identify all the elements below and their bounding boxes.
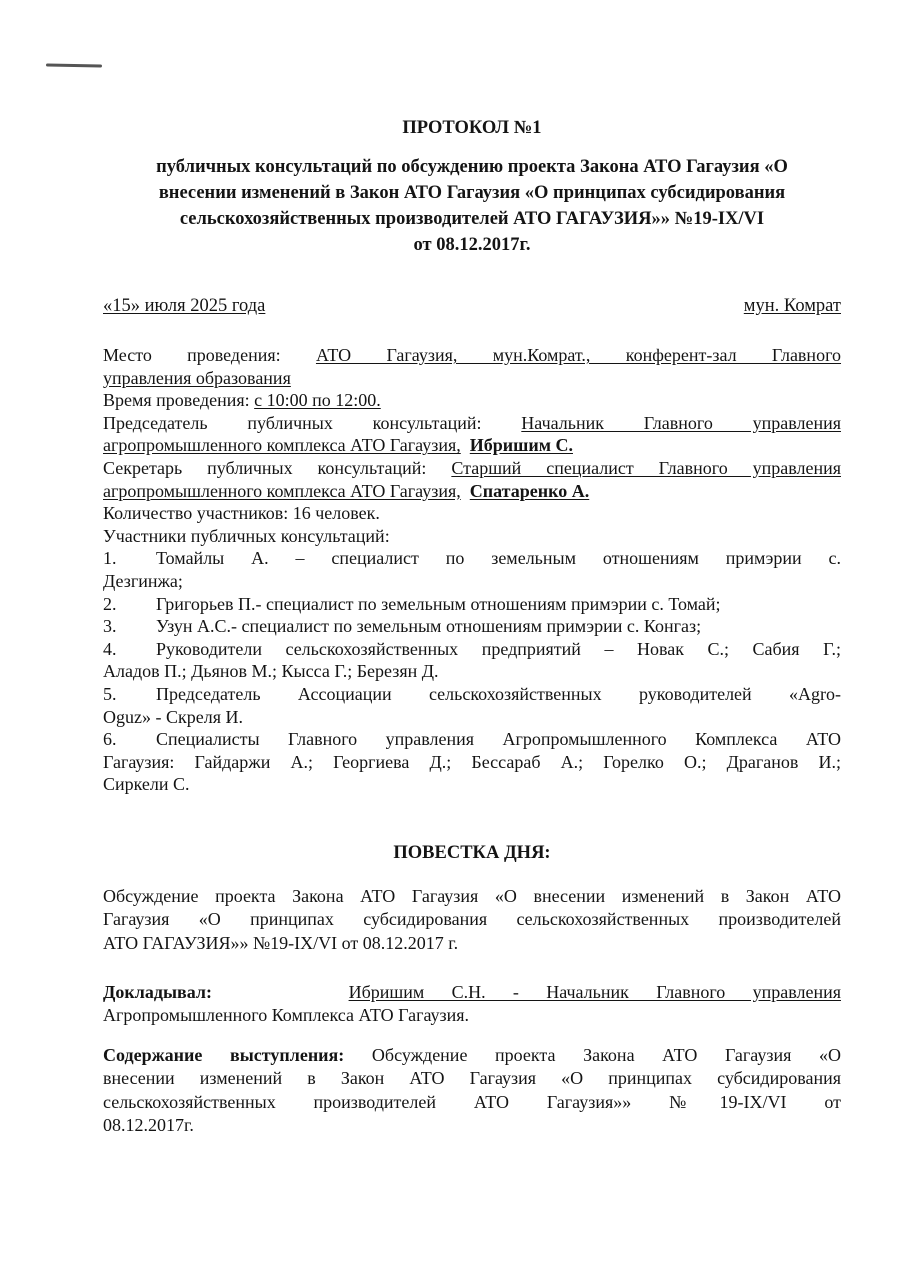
secretary-name: Спатаренко А. bbox=[469, 480, 590, 501]
venue-line bbox=[103, 344, 841, 367]
agenda-line: Гагаузия «О принципах субсидирования сельскохозяйственных производителей bbox=[103, 909, 841, 930]
list-item: 3. Узун А.С.- специалист по земельным отношениям примэрии с. Конгаз; bbox=[103, 616, 702, 637]
chair-line bbox=[103, 412, 841, 435]
subtitle-line: публичных консультаций по обсуждению проекта Закона АТО Гагаузия «О bbox=[156, 157, 788, 177]
list-item-cont: Гагаузия: Гайдаржи А.; Георгиева Д.; Бессараб А.; Горелко О.; Драганов И.; bbox=[103, 751, 841, 772]
speaker-value-cont: Агропромышленного Комплекса АТО Гагаузия. bbox=[103, 1005, 470, 1026]
list-item: 4. Руководители сельскохозяйственных предприятий – Новак С.; Сабия Г.; bbox=[103, 638, 841, 659]
meeting-date: «15» июля 2025 года bbox=[103, 296, 266, 316]
list-item-cont: Oguz» - Скреля И. bbox=[103, 706, 243, 727]
speaker-label: Докладывал: bbox=[103, 982, 212, 1002]
meeting-details bbox=[103, 344, 841, 796]
time-label: Время проведения: bbox=[103, 390, 250, 411]
speaker-value: Ибришим С.Н. - Начальник Главного управления bbox=[348, 982, 841, 1002]
speech-content-block bbox=[103, 1044, 841, 1137]
chair-value: Начальник Главного управления bbox=[521, 412, 841, 433]
list-item: 6. Специалисты Главного управления Агропромышленного Комплекса АТО bbox=[103, 729, 841, 750]
participants-label: Участники публичных консультаций: bbox=[103, 525, 390, 546]
list-item-cont: Сиркели С. bbox=[103, 774, 190, 795]
participants-count: Количество участников: 16 человек. bbox=[103, 503, 380, 524]
speaker-line-2 bbox=[103, 1004, 841, 1027]
secretary-line-2 bbox=[103, 480, 841, 503]
time-line bbox=[103, 389, 841, 412]
agenda-line: АТО ГАГАУЗИЯ»» №19-IX/VI от 08.12.2017 г. bbox=[103, 932, 459, 953]
document-subtitle bbox=[103, 154, 841, 258]
venue-line-2 bbox=[103, 367, 841, 390]
content-line: 08.12.2017г. bbox=[103, 1114, 194, 1135]
list-item: 1. Томайлы А. – специалист по земельным отношениям примэрии с. bbox=[103, 548, 841, 569]
secretary-value-cont: агропромышленного комплекса АТО Гагаузия, bbox=[103, 480, 461, 501]
list-item-cont: Дезгинжа; bbox=[103, 570, 183, 591]
secretary-line bbox=[103, 457, 841, 480]
subtitle-line: внесении изменений в Закон АТО Гагаузия «О принципах субсидирования bbox=[158, 183, 786, 203]
agenda-heading: ПОВЕСТКА ДНЯ: bbox=[393, 843, 551, 863]
speaker-line bbox=[103, 981, 841, 1004]
venue-value: АТО Гагаузия, мун.Комрат., конферент-зал Главного bbox=[315, 345, 842, 365]
participants-list bbox=[103, 547, 841, 796]
agenda-line: Обсуждение проекта Закона АТО Гагаузия «О внесении изменений в Закон АТО bbox=[103, 886, 841, 906]
agenda-text bbox=[103, 885, 841, 955]
chair-name: Ибришим С. bbox=[469, 435, 573, 456]
list-item: 2. Григорьев П.- специалист по земельным отношениям примэрии с. Томай; bbox=[103, 593, 721, 614]
content-line: сельскохозяйственных производителей АТО Гагаузия»» №19-IX/VI от bbox=[103, 1091, 841, 1112]
time-value: с 10:00 по 12:00. bbox=[254, 390, 381, 411]
scan-artifact bbox=[46, 64, 102, 68]
content-label: Содержание выступления: bbox=[103, 1045, 345, 1065]
secretary-label: Секретарь публичных консультаций: bbox=[103, 457, 427, 478]
subtitle-line: от 08.12.2017г. bbox=[413, 235, 531, 255]
meeting-city: мун. Комрат bbox=[743, 296, 841, 316]
chair-line-2 bbox=[103, 434, 841, 457]
content-line: Содержание выступления: Обсуждение проекта Закона АТО Гагаузия «О bbox=[103, 1045, 842, 1065]
venue-label: Место проведения: bbox=[103, 345, 281, 365]
venue-value-cont: управления образования bbox=[103, 367, 291, 388]
list-item: 5. Председатель Ассоциации сельскохозяйственных руководителей «Agro- bbox=[103, 683, 841, 704]
content-line: внесении изменений в Закон АТО Гагаузия «О принципах субсидирования bbox=[103, 1068, 841, 1089]
chair-value-cont: агропромышленного комплекса АТО Гагаузия, bbox=[103, 435, 461, 456]
date-place-row bbox=[103, 296, 841, 317]
document-title: ПРОТОКОЛ №1 bbox=[402, 118, 542, 138]
speaker-block bbox=[103, 981, 841, 1028]
list-item-cont: Аладов П.; Дьянов М.; Кысса Г.; Березян Д. bbox=[103, 661, 439, 682]
chair-label: Председатель публичных консультаций: bbox=[103, 412, 482, 433]
subtitle-line: сельскохозяйственных производителей АТО ГАГАУЗИЯ»» №19-IX/VI bbox=[179, 209, 765, 229]
secretary-value: Старший специалист Главного управления bbox=[451, 457, 841, 478]
